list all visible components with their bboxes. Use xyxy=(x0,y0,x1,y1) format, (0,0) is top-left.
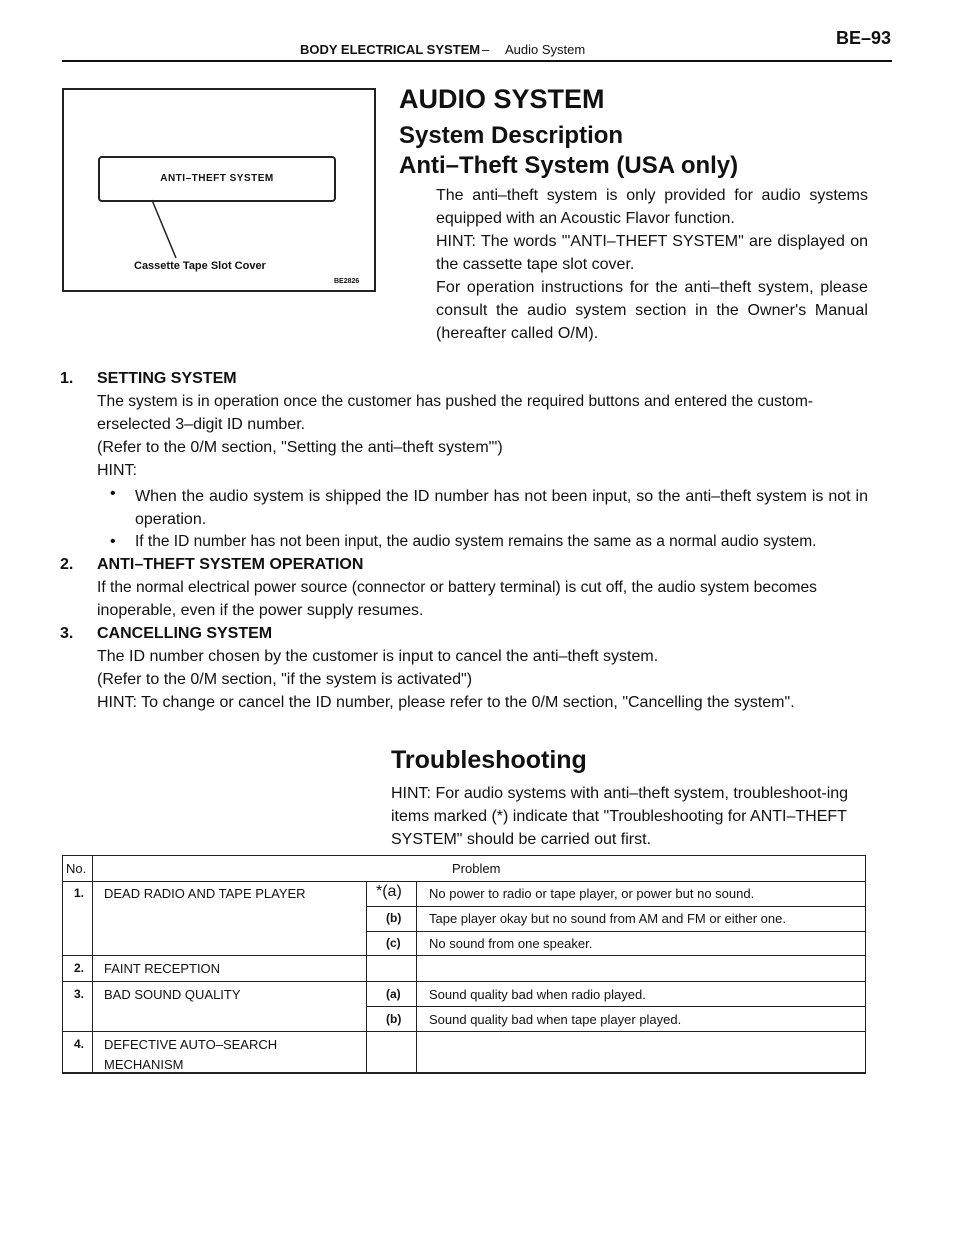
table-row-symbol: (c) xyxy=(386,936,401,950)
section-heading: ANTI–THEFT SYSTEM OPERATION xyxy=(97,556,364,573)
section-title-anti-theft: Anti–Theft System (USA only) xyxy=(399,152,739,179)
section-text-line: erselected 3–digit ID number. xyxy=(97,416,306,433)
intro-paragraph: HINT: The words "'ANTI–THEFT SYSTEM" are displayed on the cassette tape slot cover. xyxy=(436,233,868,273)
table-row-description: No sound from one speaker. xyxy=(429,936,593,951)
table-row-symbol: *(a) xyxy=(376,883,402,900)
figure-code: BE2826 xyxy=(334,278,360,285)
troubleshooting-hint: HINT: For audio systems with anti–theft system, troubleshoot-ing items marked (*) indicate that "Troubleshooting for ANTI–THEFT SYSTEM" should be carried out first. xyxy=(391,785,849,848)
table-row-name-continued: MECHANISM xyxy=(104,1057,184,1072)
table-row-name: BAD SOUND QUALITY xyxy=(104,987,241,1002)
section-text-line: If the normal electrical power source (connector or battery terminal) is cut off, the audio system becomes xyxy=(97,579,817,596)
section-text-line: The system is in operation once the customer has pushed the required buttons and entered the custom- xyxy=(97,393,813,410)
section-text-line: (Refer to the 0/M section, "if the system is activated") xyxy=(97,671,473,688)
table-row-symbol: (b) xyxy=(386,911,402,925)
table-header-no: No. xyxy=(66,861,87,876)
table-header-problem: Problem xyxy=(452,861,501,876)
figure-caption: Cassette Tape Slot Cover xyxy=(134,260,266,272)
table-row-number: 2. xyxy=(74,961,85,975)
section-heading: CANCELLING SYSTEM xyxy=(97,625,273,642)
table-row-description: Sound quality bad when radio played. xyxy=(429,987,646,1002)
section-text-line: (Refer to the 0/M section, "Setting the anti–theft system"') xyxy=(97,439,503,456)
section-text-line: HINT: To change or cancel the ID number, please refer to the 0/M section, "Cancelling the system". xyxy=(97,694,795,711)
section-text-line: HINT: xyxy=(97,462,137,479)
intro-paragraph: For operation instructions for the anti–theft system, please consult the audio system section in the Owner's Manual (hereafter called O/M). xyxy=(436,279,868,342)
table-row-number: 4. xyxy=(74,1037,85,1051)
page-number: BE–93 xyxy=(836,28,892,48)
bullet-item: When the audio system is shipped the ID number has not been input, so the anti–theft system is not in operation. xyxy=(135,488,868,528)
bullet-icon: • xyxy=(110,485,116,502)
figure-label-box xyxy=(98,156,336,202)
problem-table xyxy=(62,855,866,1073)
section-number: 2. xyxy=(60,556,74,573)
table-row-description: No power to radio or tape player, or power but no sound. xyxy=(429,886,755,901)
table-row-name: FAINT RECEPTION xyxy=(104,961,221,976)
table-row-number: 3. xyxy=(74,987,85,1001)
section-heading: SETTING SYSTEM xyxy=(97,370,237,387)
figure-illustration xyxy=(62,88,376,292)
table-row-description: Tape player okay but no sound from AM and FM or either one. xyxy=(429,911,786,926)
header-rule xyxy=(62,60,892,62)
table-row-name: DEFECTIVE AUTO–SEARCH xyxy=(104,1037,278,1052)
header-separator: – xyxy=(482,42,490,57)
page-title: AUDIO SYSTEM xyxy=(399,84,605,114)
intro-paragraph: The anti–theft system is only provided for audio systems equipped with an Acoustic Flavor function. xyxy=(436,187,868,227)
section-number: 3. xyxy=(60,625,74,642)
table-row-name: DEAD RADIO AND TAPE PLAYER xyxy=(104,886,306,901)
intro-text xyxy=(436,184,868,345)
table-row-description: Sound quality bad when tape player played. xyxy=(429,1012,682,1027)
header-section-title: BODY ELECTRICAL SYSTEM xyxy=(300,42,481,57)
section-text-line: inoperable, even if the power supply resumes. xyxy=(97,602,424,619)
section-number: 1. xyxy=(60,370,74,387)
bullet-icon: • xyxy=(110,533,116,550)
bullet-item: If the ID number has not been input, the audio system remains the same as a normal audio system. xyxy=(135,533,817,550)
section-text-line: The ID number chosen by the customer is input to cancel the anti–theft system. xyxy=(97,648,659,665)
table-row-symbol: (b) xyxy=(386,1012,402,1026)
table-row-symbol: (a) xyxy=(386,987,401,1001)
header-subsection-title: Audio System xyxy=(505,42,586,57)
troubleshooting-title: Troubleshooting xyxy=(391,746,587,774)
figure-label-text: ANTI–THEFT SYSTEM xyxy=(160,173,274,184)
section-title-description: System Description xyxy=(399,122,624,149)
table-row-number: 1. xyxy=(74,886,85,900)
